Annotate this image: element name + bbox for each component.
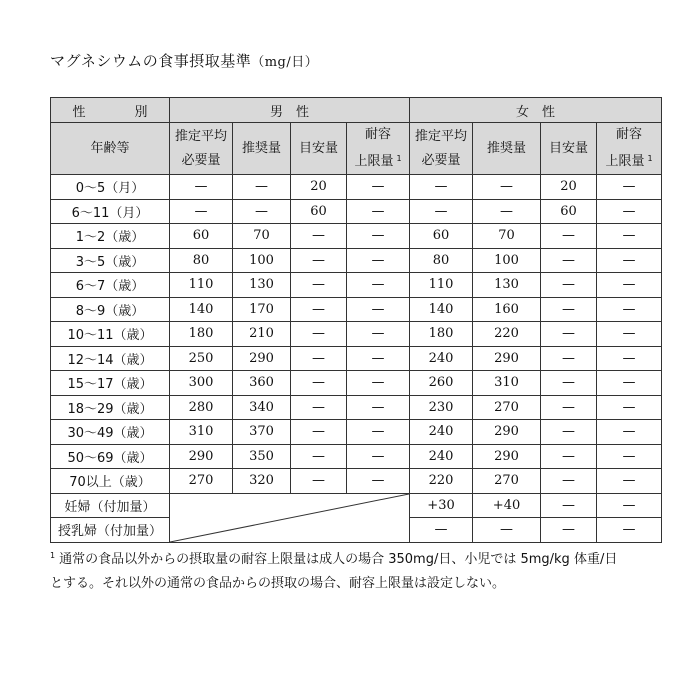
- cell-female-ear: 240: [410, 444, 473, 469]
- age-label: 70以上（歳）: [51, 469, 170, 494]
- cell-female-rda: 220: [473, 322, 541, 347]
- table-row: [51, 322, 662, 347]
- header-male-rda: 推奨量: [233, 123, 291, 175]
- footnote-mark: 1: [50, 551, 56, 560]
- cell-male-ear: 270: [170, 469, 233, 494]
- header-female-ear: 推定平均 必要量: [410, 123, 473, 175]
- cell-female-ear: 260: [410, 371, 473, 396]
- age-label: 1～2（歳）: [51, 224, 170, 249]
- cell-male-ai: —: [291, 420, 347, 445]
- cell-male-rda: 290: [233, 346, 291, 371]
- title-text: マグネシウムの食事摂取基準: [50, 52, 252, 70]
- cell-male-ul: —: [347, 297, 410, 322]
- cell-male-ul: —: [347, 444, 410, 469]
- cell-male-ear: 60: [170, 224, 233, 249]
- table-row: [51, 371, 662, 396]
- cell-female-ear: 230: [410, 395, 473, 420]
- table-row: [51, 469, 662, 494]
- cell-male-ul: —: [347, 346, 410, 371]
- cell-female-rda: 310: [473, 371, 541, 396]
- not-applicable-cell: [170, 493, 410, 542]
- magnesium-intake-table: [50, 97, 662, 543]
- age-label: 18～29（歳）: [51, 395, 170, 420]
- cell-male-ul: —: [347, 371, 410, 396]
- cell-female-rda: 70: [473, 224, 541, 249]
- row-label: 妊婦（付加量）: [51, 493, 170, 518]
- cell-female-ear: 180: [410, 322, 473, 347]
- cell-male-ear: 300: [170, 371, 233, 396]
- cell-female-ai: —: [541, 371, 597, 396]
- age-label: 15～17（歳）: [51, 371, 170, 396]
- table-row: [51, 444, 662, 469]
- header-female: 女 性: [410, 98, 662, 123]
- cell-female-ul: —: [597, 444, 662, 469]
- cell-male-ear: 310: [170, 420, 233, 445]
- cell-male-rda: 130: [233, 273, 291, 298]
- cell-female-ear: 110: [410, 273, 473, 298]
- cell-female-ul: —: [597, 346, 662, 371]
- age-label: 3～5（歳）: [51, 248, 170, 273]
- cell-female-rda: 160: [473, 297, 541, 322]
- diagonal-line: [170, 494, 409, 542]
- cell-male-ai: —: [291, 273, 347, 298]
- cell-male-ai: —: [291, 395, 347, 420]
- cell-female-ear: 240: [410, 420, 473, 445]
- cell-male-rda: 350: [233, 444, 291, 469]
- cell-male-ai: 20: [291, 175, 347, 200]
- cell-male-ul: —: [347, 248, 410, 273]
- cell-female-ul: —: [597, 248, 662, 273]
- header-male-ear: 推定平均 必要量: [170, 123, 233, 175]
- cell-female-rda: 100: [473, 248, 541, 273]
- cell-female-ai: —: [541, 224, 597, 249]
- cell-female-rda: 290: [473, 444, 541, 469]
- cell-female-rda: —: [473, 199, 541, 224]
- header-female-rda: 推奨量: [473, 123, 541, 175]
- header-female-ul: 耐容 上限量 $^1$: [597, 123, 662, 175]
- cell-female-rda: +40: [473, 493, 541, 518]
- cell-male-rda: —: [233, 175, 291, 200]
- table-row: [51, 199, 662, 224]
- cell-male-ai: 60: [291, 199, 347, 224]
- age-label: 12～14（歳）: [51, 346, 170, 371]
- header-row-sex: [51, 98, 662, 123]
- header-male: 男 性: [170, 98, 410, 123]
- age-label: 30～49（歳）: [51, 420, 170, 445]
- cell-female-rda: 290: [473, 346, 541, 371]
- cell-male-ear: 180: [170, 322, 233, 347]
- cell-female-ul: —: [597, 297, 662, 322]
- cell-male-ai: —: [291, 346, 347, 371]
- cell-female-rda: —: [473, 175, 541, 200]
- cell-male-ul: —: [347, 469, 410, 494]
- cell-male-ear: 140: [170, 297, 233, 322]
- cell-male-ear: 280: [170, 395, 233, 420]
- age-label: 10～11（歳）: [51, 322, 170, 347]
- header-sex: 性 別: [51, 98, 170, 123]
- age-label: 0～5（月）: [51, 175, 170, 200]
- cell-male-rda: 360: [233, 371, 291, 396]
- table-row: [51, 248, 662, 273]
- cell-male-ear: —: [170, 199, 233, 224]
- cell-female-ai: —: [541, 346, 597, 371]
- cell-female-ul: —: [597, 224, 662, 249]
- cell-female-ul: —: [597, 420, 662, 445]
- cell-male-rda: 340: [233, 395, 291, 420]
- cell-female-ear: 80: [410, 248, 473, 273]
- cell-female-ul: —: [597, 175, 662, 200]
- cell-female-ai: 60: [541, 199, 597, 224]
- cell-male-ul: —: [347, 322, 410, 347]
- cell-male-ai: —: [291, 322, 347, 347]
- row-label: 授乳婦（付加量）: [51, 518, 170, 543]
- cell-male-rda: 170: [233, 297, 291, 322]
- header-male-ul: 耐容 上限量 $^1$: [347, 123, 410, 175]
- footnote-line-2: とする。それ以外の通常の食品からの摂取の場合、耐容上限量は設定しない。: [50, 576, 506, 591]
- table-row: [51, 420, 662, 445]
- cell-female-ul: —: [597, 469, 662, 494]
- header-female-ai: 目安量: [541, 123, 597, 175]
- cell-female-rda: —: [473, 518, 541, 543]
- cell-female-ai: —: [541, 297, 597, 322]
- table-row: [51, 297, 662, 322]
- cell-female-ul: —: [597, 395, 662, 420]
- cell-male-ai: —: [291, 444, 347, 469]
- cell-female-ul: —: [597, 493, 662, 518]
- cell-male-ul: —: [347, 273, 410, 298]
- cell-female-ai: —: [541, 493, 597, 518]
- footnote: [50, 544, 665, 596]
- cell-male-ear: 110: [170, 273, 233, 298]
- cell-female-ai: —: [541, 518, 597, 543]
- table-row: [51, 175, 662, 200]
- title-unit: （mg/日）: [251, 55, 319, 70]
- cell-female-ul: —: [597, 371, 662, 396]
- cell-male-ai: —: [291, 469, 347, 494]
- cell-female-ul: —: [597, 322, 662, 347]
- cell-male-ai: —: [291, 224, 347, 249]
- cell-male-ear: 80: [170, 248, 233, 273]
- header-male-ai: 目安量: [291, 123, 347, 175]
- cell-female-ear: 140: [410, 297, 473, 322]
- cell-male-ear: 290: [170, 444, 233, 469]
- cell-male-ul: —: [347, 224, 410, 249]
- cell-female-ai: —: [541, 420, 597, 445]
- cell-male-ul: —: [347, 199, 410, 224]
- age-label: 6～7（歳）: [51, 273, 170, 298]
- cell-female-ai: —: [541, 248, 597, 273]
- cell-female-rda: 290: [473, 420, 541, 445]
- cell-female-ai: —: [541, 395, 597, 420]
- cell-female-ai: —: [541, 444, 597, 469]
- page-title: [50, 50, 318, 71]
- cell-female-ai: —: [541, 469, 597, 494]
- cell-male-ai: —: [291, 297, 347, 322]
- cell-female-ear: 240: [410, 346, 473, 371]
- cell-male-rda: 70: [233, 224, 291, 249]
- cell-female-ear: —: [410, 518, 473, 543]
- table-row: [51, 224, 662, 249]
- table-row-pregnant: [51, 493, 662, 518]
- cell-female-ul: —: [597, 273, 662, 298]
- cell-female-ear: +30: [410, 493, 473, 518]
- cell-female-rda: 130: [473, 273, 541, 298]
- age-label: 50～69（歳）: [51, 444, 170, 469]
- header-age: 年齢等: [51, 123, 170, 175]
- cell-male-ul: —: [347, 420, 410, 445]
- cell-male-rda: 210: [233, 322, 291, 347]
- cell-female-rda: 270: [473, 395, 541, 420]
- cell-male-ul: —: [347, 395, 410, 420]
- cell-female-ear: 220: [410, 469, 473, 494]
- cell-male-ear: 250: [170, 346, 233, 371]
- cell-male-rda: 370: [233, 420, 291, 445]
- table-row: [51, 395, 662, 420]
- cell-male-ear: —: [170, 175, 233, 200]
- cell-female-ai: —: [541, 273, 597, 298]
- cell-male-ai: —: [291, 248, 347, 273]
- cell-male-rda: 320: [233, 469, 291, 494]
- cell-female-rda: 270: [473, 469, 541, 494]
- cell-male-ai: —: [291, 371, 347, 396]
- cell-male-rda: 100: [233, 248, 291, 273]
- table-row: [51, 273, 662, 298]
- cell-female-ear: —: [410, 175, 473, 200]
- cell-male-ul: —: [347, 175, 410, 200]
- cell-male-rda: —: [233, 199, 291, 224]
- age-label: 6～11（月）: [51, 199, 170, 224]
- footnote-line-1: 通常の食品以外からの摂取量の耐容上限量は成人の場合 350mg/日、小児では 5mg/kg 体重/日: [59, 552, 618, 567]
- table-row: [51, 346, 662, 371]
- cell-female-ear: 60: [410, 224, 473, 249]
- age-label: 8～9（歳）: [51, 297, 170, 322]
- cell-female-ul: —: [597, 199, 662, 224]
- header-row-indices: [51, 123, 662, 175]
- cell-female-ai: —: [541, 322, 597, 347]
- cell-female-ul: —: [597, 518, 662, 543]
- cell-female-ai: 20: [541, 175, 597, 200]
- cell-female-ear: —: [410, 199, 473, 224]
